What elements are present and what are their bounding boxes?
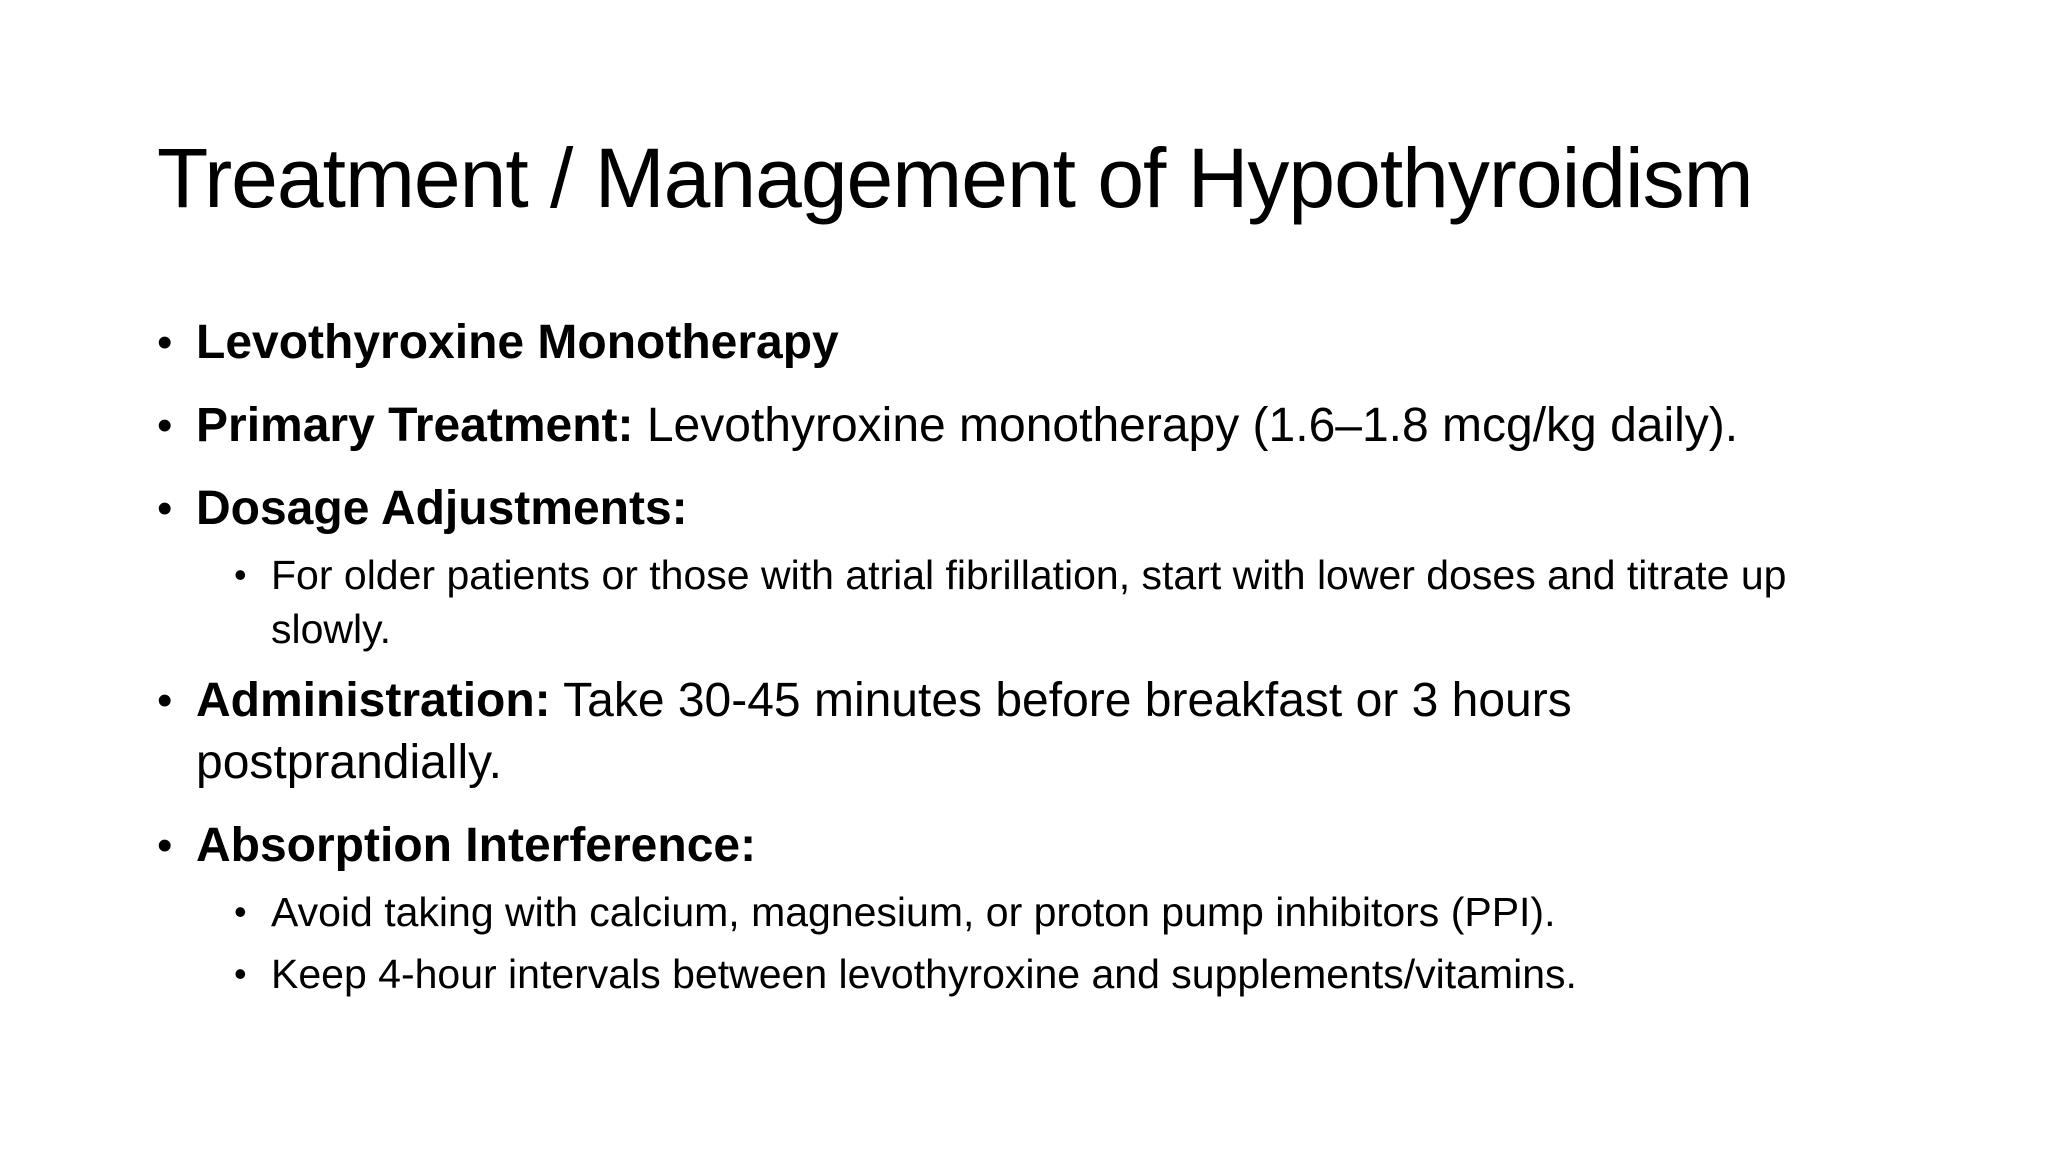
sub-bullet-older-patients xyxy=(157,548,1971,656)
sub-bullet-text: For older patients or those with atrial fibrillation, start with lower doses and titrate up slowly. xyxy=(271,552,1787,652)
bullet-icon: • xyxy=(157,821,173,870)
bullet-text: Levothyroxine monotherapy (1.6–1.8 mcg/kg daily). xyxy=(633,399,1739,452)
sub-bullet-text: Keep 4-hour intervals between levothyroxine and supplements/vitamins. xyxy=(271,951,1577,997)
slide-content xyxy=(157,312,1937,1009)
bullet-icon: • xyxy=(157,484,173,533)
sub-bullet-text: Avoid taking with calcium, magnesium, or proton pump inhibitors (PPI). xyxy=(271,889,1556,935)
bullet-administration xyxy=(157,670,1936,794)
bullet-heading: Dosage Adjustments: xyxy=(196,482,688,535)
bullet-text: Take 30-45 minutes before breakfast or 3 hours postprandially. xyxy=(196,674,1572,789)
sub-bullet-icon: • xyxy=(234,891,247,932)
bullet-heading: Administration: xyxy=(196,674,551,727)
sub-bullet-avoid-calcium xyxy=(157,885,1971,939)
bullet-icon: • xyxy=(157,318,173,367)
bullet-icon: • xyxy=(157,676,173,725)
bullet-primary-treatment xyxy=(157,395,1936,457)
bullet-heading: Primary Treatment: xyxy=(196,399,634,452)
sub-bullet-four-hour-intervals xyxy=(157,947,1971,1001)
slide-title: Treatment / Management of Hypothyroidism xyxy=(157,131,1753,225)
bullet-heading: Absorption Interference: xyxy=(196,819,757,872)
sub-bullet-icon: • xyxy=(234,953,247,994)
bullet-dosage-adjustments xyxy=(157,478,1936,540)
bullet-icon: • xyxy=(157,401,173,450)
bullet-levothyroxine-monotherapy xyxy=(157,312,1936,374)
bullet-absorption-interference xyxy=(157,815,1936,877)
sub-bullet-icon: • xyxy=(234,554,247,595)
bullet-heading: Levothyroxine Monotherapy xyxy=(196,316,839,369)
